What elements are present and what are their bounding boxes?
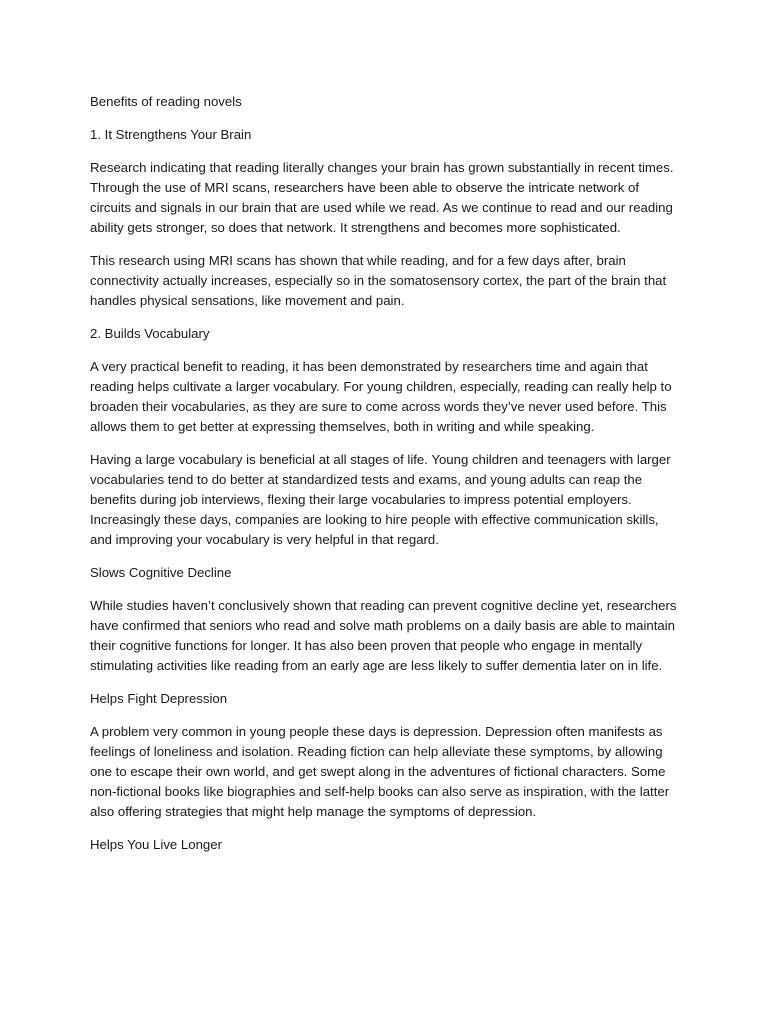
document-page bbox=[90, 92, 682, 868]
paragraph-brain-connectivity: This research using MRI scans has shown that while reading, and for a few days after, brain connectivity actually increases, especially so in the somatosensory cortex, the part of the brain that handles physical sensations, like movement and pain. bbox=[90, 253, 667, 308]
section-heading-live-longer: Helps You Live Longer bbox=[90, 837, 222, 852]
paragraph-depression: A problem very common in young people these days is depression. Depression often manifests as feelings of loneliness and isolation. Reading fiction can help alleviate these symptoms, by allowing one to escape their own world, and get swept along in the adventures of fictional characters. Some non-fictional books like biographies and self-help books can also serve as inspiration, with the latter also offering strategies that might help manage the symptoms of depression. bbox=[90, 724, 670, 819]
paragraph-cognitive-decline: While studies haven’t conclusively shown that reading can prevent cognitive decline yet, researchers have confirmed that seniors who read and solve math problems on a daily basis are able to maintain their cognitive functions for longer. It has also been proven that people who engage in mentally stimulating activities like reading from an early age are less likely to suffer dementia later on in life. bbox=[90, 598, 677, 673]
section-heading-fight-depression: Helps Fight Depression bbox=[90, 691, 228, 706]
section-heading-cognitive-decline: Slows Cognitive Decline bbox=[90, 565, 232, 580]
document-title: Benefits of reading novels bbox=[90, 94, 242, 109]
section-heading-strengthens-brain: 1. It Strengthens Your Brain bbox=[90, 127, 252, 142]
paragraph-practical-benefit: A very practical benefit to reading, it has been demonstrated by researchers time and again that reading helps cultivate a larger vocabulary. For young children, especially, reading can really help to broaden their vocabularies, as they are sure to come across words they’ve never used before. This allows them to get better at expressing themselves, both in writing and while speaking. bbox=[90, 359, 672, 434]
section-heading-builds-vocabulary: 2. Builds Vocabulary bbox=[90, 326, 210, 341]
paragraph-large-vocabulary: Having a large vocabulary is beneficial at all stages of life. Young children and teenagers with larger vocabularies tend to do better at standardized tests and exams, and young adults can reap the benefits during job interviews, flexing their large vocabularies to impress potential employers. Increasingly these days, companies are looking to hire people with effective communication skills, and improving your vocabulary is very helpful in that regard. bbox=[90, 452, 671, 547]
paragraph-mri-research: Research indicating that reading literally changes your brain has grown substantially in recent times. Through the use of MRI scans, researchers have been able to observe the intricate network of circuits and signals in our brain that are used while we read. As we continue to read and our reading ability gets stronger, so does that network. It strengthens and becomes more sophisticated. bbox=[90, 160, 674, 235]
